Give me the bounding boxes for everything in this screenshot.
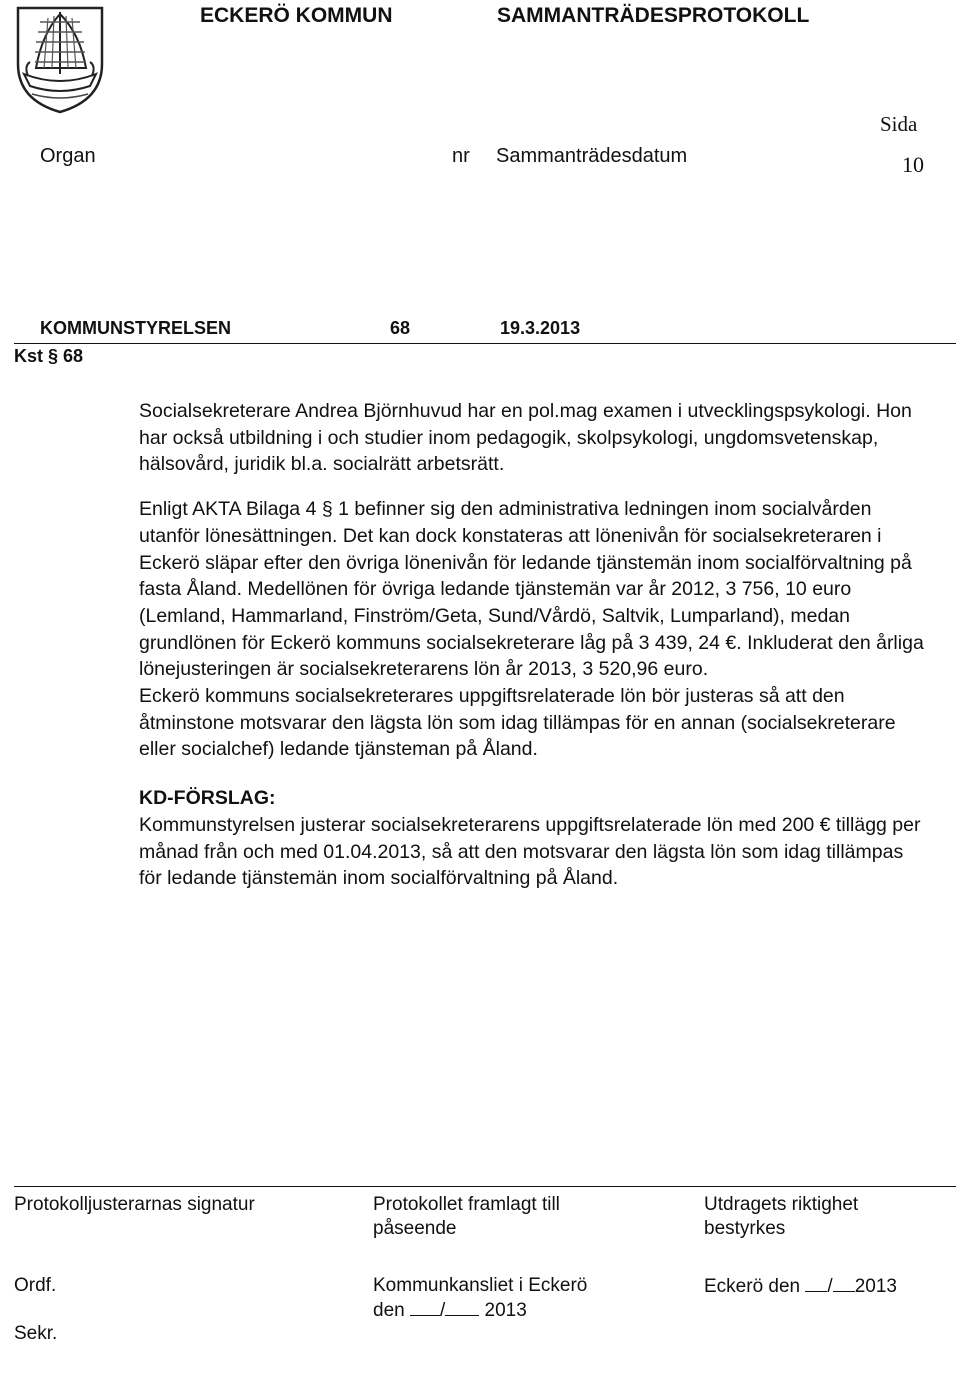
posted-heading-line1: Protokollet framlagt till: [373, 1194, 560, 1215]
recommendation-paragraph: Eckerö kommuns socialsekreterares uppgiftsrelaterade lön bör justeras så att den åtminstone motsvarar den lägsta lön som idag tillämpas för en annan (socialsekreterare eller socialchef) ledande tjänsteman på Åland.: [139, 685, 896, 761]
certify-year: 2013: [854, 1276, 897, 1297]
posting-date-line: [373, 1298, 527, 1323]
posting-year: 2013: [484, 1300, 527, 1321]
proposal-heading: KD-FÖRSLAG:: [139, 787, 276, 810]
page-label: Sida: [880, 112, 918, 136]
posting-month-blank: [445, 1298, 479, 1316]
municipal-coat-of-arms-logo: [14, 4, 106, 114]
certify-prefix: Eckerö den: [704, 1276, 801, 1297]
certify-month-blank: [833, 1274, 855, 1292]
nr-label: nr: [452, 145, 470, 167]
posting-place: Kommunkansliet i Eckerö: [373, 1275, 588, 1296]
signature-heading: Protokolljusterarnas signatur: [14, 1194, 255, 1215]
footer-divider: [14, 1186, 956, 1187]
municipality-name: ECKERÖ KOMMUN: [200, 4, 393, 27]
salary-analysis-paragraph: Enligt AKTA Bilaga 4 § 1 befinner sig den administrativa ledningen inom socialvården utanför lönesättningen. Det kan dock konstateras att lönenivån för socialsekreteraren i Eckerö släpar efter den övriga lönenivån för ledande tjänstemän inom socialförvaltning på fasta Åland. Medellönen för övriga ledande tjänstemän var år 2012, 3 756, 10 euro (Lemland, Hammarland, Finström/Geta, Sund/Vårdö, Saltvik, Lumparland), medan grundlönen för Eckerö kommuns socialsekreterare låg på 3 439, 24 €. Inkluderat den årliga lönejusteringen är socialsekreterarens lön år 2013, 3 520,96 euro.: [139, 498, 924, 681]
certify-date-slash: /: [827, 1276, 833, 1297]
document-type: SAMMANTRÄDESPROTOKOLL: [497, 4, 810, 27]
certify-day-blank: [805, 1274, 827, 1292]
posting-day-blank: [410, 1298, 440, 1316]
background-paragraph: Socialsekreterare Andrea Björnhuvud har en pol.mag examen i utvecklingspsykologi. Hon har också utbildning i och studier inom pedagogik, skolpsykologi, ungdomsvetenskap, hälsovård, juridik bl.a. socialrätt arbetsrätt.: [139, 400, 912, 476]
page-number: 10: [902, 152, 924, 177]
certify-heading-line2: bestyrkes: [704, 1218, 786, 1239]
item-reference: Kst § 68: [14, 346, 84, 366]
nr-value: 68: [390, 318, 411, 338]
posted-heading-line2: påseende: [373, 1218, 457, 1239]
proposal-text: Kommunstyrelsen justerar socialsekreterarens uppgiftsrelaterade lön med 200 € tillägg per månad från och med 01.04.2013, så att den motsvarar den lägsta lön som idag tillämpas för ledande tjänstemän inom socialförvaltning på Åland.: [139, 813, 921, 890]
posting-den-label: den: [373, 1300, 405, 1321]
date-value: 19.3.2013: [500, 318, 581, 338]
chairman-label: Ordf.: [14, 1275, 57, 1296]
date-label: Sammanträdesdatum: [496, 145, 688, 167]
header-divider: [14, 343, 956, 344]
secretary-label: Sekr.: [14, 1323, 58, 1344]
posting-date-slash: /: [439, 1300, 446, 1321]
organ-value: KOMMUNSTYRELSEN: [40, 318, 232, 338]
organ-label: Organ: [40, 145, 96, 167]
certify-heading-line1: Utdragets riktighet: [704, 1194, 859, 1215]
minutes-body: [139, 398, 929, 892]
certify-date-line: [704, 1274, 897, 1299]
